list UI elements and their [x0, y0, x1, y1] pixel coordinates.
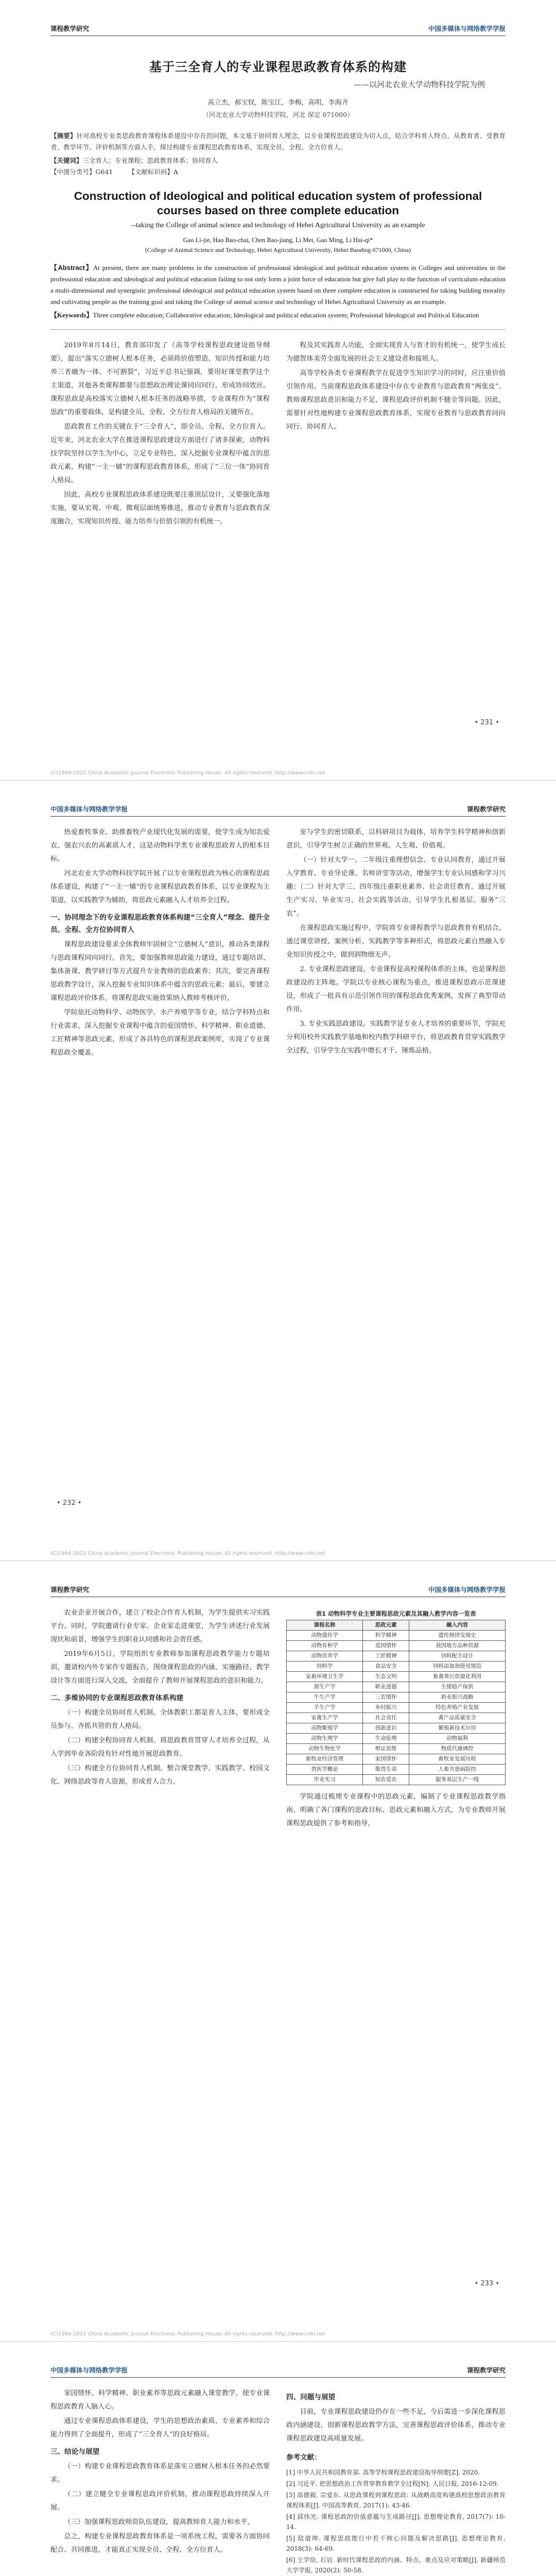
- paragraph: （二）构建全程协同育人机制。将思政教育贯穿人才培养全过程，从入学到毕业各阶段有针对性地开展思政教育。: [50, 1737, 270, 1758]
- table-cell: 爱国情怀: [363, 1641, 409, 1651]
- paragraph: 2. 专业课程思政建设。专业课程是高校课程体系的主体，也是课程思政建设的主阵地。学院以专业核心课程为重点，推进课程思政示范课建设，形成了一批具有示范引领作用的课程思政优秀案例，发挥了典型带动作用。: [286, 965, 506, 1013]
- paragraph: 2019年8月14日，教育部印发了《高等学校课程思政建设指导纲要》，提出“落实立德树人根本任务，必须将价值塑造、知识传授和能力培养三者融为一体、不可割裂”，习近平总书记强调，要用好课堂教学这个主渠道，其他各类课程都要与思想政治理论课同向同行，形成协同效应。课程思政是高校落实立德树人根本任务的战略举措，专业课程作为“课程思政”的重要载体，是构建全员、全程、全方位育人格局的关键所在。: [50, 342, 270, 416]
- table-header-row: [287, 1620, 506, 1631]
- paragraph: （二）建立健全专业课程思政评价机制，推动课程思政持续深入开展。: [50, 2490, 270, 2512]
- page-number: • 231 •: [474, 719, 499, 726]
- paragraph: 3. 专业实践思政建设。实践教学是专业人才培养的重要环节，学院充分利用校外实践教学基地和校内教学科研平台，将思政教育贯穿实践教学全过程，引导学生在实践中增长才干、锤炼品格。: [286, 1020, 506, 1055]
- paragraph: 热爱畜牧事业、助推畜牧产业现代化发展的需要，使学生成为知农爱农、强农兴农的高素质人才，这是动物科学类专业课程思政育人的根本目标。: [50, 828, 270, 863]
- paragraph: 思政教育工作的关键在于“三全育人”，即全员、全程、全方位育人。近年来，河北农业大学在推进课程思政建设方面进行了诸多探索，动物科技学院坚持以学生为中心，立足专业特色，深入挖掘专业课程中蕴含的思政元素，构建“一主一辅”的课程思政教育体系，形成了“三位一体”协同育人格局。: [50, 423, 270, 484]
- header-left: 中国多媒体与网络教学学报: [50, 805, 128, 813]
- table-row: [287, 1723, 506, 1734]
- table-cell: 乡村振兴: [363, 1703, 409, 1713]
- table-row: [287, 1775, 506, 1785]
- table-cell: 辩证思维: [363, 1744, 409, 1754]
- divider: [50, 329, 506, 330]
- table-cell: 职业道德: [363, 1682, 409, 1692]
- table-cell: 畜牧业发展历程: [409, 1754, 506, 1765]
- header-left: 课程教学研究: [50, 25, 90, 32]
- table-row: [287, 1651, 506, 1662]
- footer-watermark: (C)1994-2022 China Academic Journal Electronic Publishing House. All rights reserved. http://www.cnki.net: [50, 770, 325, 776]
- references-heading: 参考文献：: [286, 2453, 321, 2462]
- section-heading: 一、协同理念下的专业课程思政教育体系构建“三全育人”理念、提升全员、全程、全方位协同育人: [50, 913, 270, 934]
- page-3: [0, 1561, 556, 2342]
- paragraph: 目前，专业课程思政建设仍存在一些不足，今后需进一步深化课程思政内涵建设，创新课程思政教学方法，完善课程思政评价体系，推动专业课程思政建设高质量发展。: [286, 2408, 506, 2443]
- doc-code: 【文献标识码】A: [128, 168, 178, 176]
- keywords-label-en: 【Keywords】: [50, 311, 93, 319]
- column-left: [50, 339, 270, 530]
- abstract-en: [50, 262, 506, 308]
- table-cell: 动物生理学: [287, 1734, 363, 1744]
- paragraph: 农业企业开展合作，建立了校企合作育人机制，为学生提供实习实践平台。同时，学院邀请行业专家、企业家走进课堂，为学生讲述行业发展现状和前景，增强学生的职业认同感和社会责任感。: [50, 1609, 270, 1643]
- classification-cn: [50, 166, 506, 178]
- authors-cn: 高立杰，郝宝钗，陈宝江，李梅，高明，李海齐: [207, 99, 349, 107]
- table-cell: 动物生物化学: [287, 1744, 363, 1754]
- footer-watermark: (C)1994-2022 China Academic Journal Electronic Publishing House. All rights reserved. http://www.cnki.net: [50, 2331, 325, 2337]
- table-cell: 猪生产学: [287, 1682, 363, 1692]
- table-cell: 动物育种学: [287, 1641, 363, 1651]
- paragraph: （三）加强课程思政师资队伍建设，提高教师育人能力和水平。: [64, 2518, 254, 2526]
- table-body: [287, 1631, 506, 1785]
- table-cell: 知农爱农: [363, 1775, 409, 1785]
- table-cell: 物质代谢调控: [409, 1744, 506, 1754]
- table-cell: 家畜环境卫生学: [287, 1672, 363, 1682]
- table-row: [287, 1713, 506, 1723]
- running-header: [50, 2365, 506, 2378]
- table-cell: 生态文明: [363, 1672, 409, 1682]
- abstract-cn: [50, 130, 506, 153]
- table-row: [287, 1631, 506, 1641]
- abstract-text-en: At present, there are many problems in the construction of professional ideological and political education system in Colleges and universities in the professional education and ideological and political education failing to not only form a joint force of education but give full play to the function of curriculum education a multi-dimensional and synergistic professional ideological and political education system based on three complete education is constructed for taking building morality and cultivating people as the training goal and taking the College of animal science and technology of Hebei Agricultural University as an example.: [50, 264, 506, 306]
- body-columns: [50, 1606, 506, 1832]
- class-no: 【中图分类号】G641: [50, 168, 113, 176]
- footer-watermark: (C)1994-2022 China Academic Journal Electronic Publishing House. All rights reserved. http://www.cnki.net: [50, 1551, 325, 1556]
- table-row: [287, 1672, 506, 1682]
- table-cell: 科学精神: [363, 1631, 409, 1641]
- column-left: [50, 1606, 270, 1832]
- table-cell: 畜牧业经济管理: [287, 1754, 363, 1765]
- column-left: [50, 2387, 270, 2576]
- table-row: [287, 1703, 506, 1713]
- table-cell: 饲料学: [287, 1662, 363, 1672]
- table-row: [287, 1765, 506, 1775]
- column-right: [286, 826, 506, 1061]
- table-row: [287, 1692, 506, 1703]
- table-cell: 生命伦理: [363, 1734, 409, 1744]
- article-subtitle-cn: ——以河北农业大学动物科技学院为例: [353, 80, 485, 89]
- table-cell: 敬畏生命: [363, 1765, 409, 1775]
- header-right: 课程教学研究: [466, 2366, 506, 2374]
- table-row: [287, 1734, 506, 1744]
- table-row: [287, 1754, 506, 1765]
- reference-item: [3] 高德毅, 宗爱东. 从思政课程到课程思政: 从战略高度构建高校思想政治教育课程体系[J]. 中国高等教育, 2017(1): 43-46.: [286, 2492, 506, 2509]
- affiliation-en: (College of Animal Science and Technology, Hebei Agricultural University, Hebei Baoding 071000, China): [145, 246, 411, 253]
- paragraph: （一）构建专业课程思政教育体系是落实立德树人根本任务的必然要求。: [50, 2463, 270, 2484]
- table-cell: 遗传规律发现史: [409, 1631, 506, 1641]
- reference-item: [4] 邱伟光. 课程思政的价值意蕴与生成路径[J]. 思想理论教育, 2017(7): 10-14.: [286, 2513, 506, 2531]
- table-cell: 创新意识: [363, 1723, 409, 1734]
- column-right: [286, 1606, 506, 1832]
- table-row: [287, 1662, 506, 1672]
- table-cell: 特色养殖产业发展: [409, 1703, 506, 1713]
- keywords-text-en: Three complete education; Collaborative education; Ideological and political education system; Professional Ideological and Political Education: [93, 311, 479, 319]
- table-cell: 动物营养学: [287, 1651, 363, 1662]
- header-right: 中国多媒体与网络教学学报: [428, 1586, 506, 1594]
- table-row: [287, 1641, 506, 1651]
- page-number: • 232 •: [57, 1499, 82, 1507]
- abstract-label-en: 【Abstract】: [50, 264, 93, 272]
- table-cell: 奶业振兴战略: [409, 1692, 506, 1703]
- paragraph: 学院依托动物科学、动物医学、水产养殖学等专业，结合学科特点和行业需求，深入挖掘专业课程中蕴含的爱国情怀、科学精神、职业道德、工匠精神等思政元素，形成了各具特色的课程思政案例库，实现了专业课程思政全覆盖。: [50, 1009, 270, 1057]
- reference-item: [5] 陆道坤. 课程思政推行中若干核心问题及解决思路[J]. 思想理论教育, 2018(3): 64-69.: [286, 2535, 506, 2552]
- body-columns: [50, 2387, 506, 2576]
- paragraph: （三）构建全方位协同育人机制。整合课堂教学、实践教学、校园文化、网络思政等育人资源，形成育人合力。: [50, 1765, 270, 1786]
- abstract-label-cn: 【摘要】: [50, 132, 77, 140]
- keywords-en: [50, 310, 506, 321]
- table-cell: 人畜共患病防控: [409, 1765, 506, 1775]
- column-right: [286, 2387, 506, 2576]
- header-left: 课程教学研究: [50, 1586, 90, 1594]
- table-cell: 三农情怀: [363, 1692, 409, 1703]
- keywords-cn: [50, 155, 506, 166]
- paragraph: 程及其实践育人功能，全面实现育人与育才的有机统一，使学生成长为德智体美劳全面发展的社会主义建设者和接班人。: [286, 342, 506, 363]
- table-cell: 家禽生产学: [287, 1713, 363, 1723]
- section-heading: 二、多维协同的专业课程思政教育体系构建: [50, 1694, 184, 1702]
- course-table: [286, 1620, 506, 1785]
- body-columns: [50, 826, 506, 1061]
- table-header: 课程名称: [287, 1620, 363, 1631]
- table-cell: 社会责任: [363, 1713, 409, 1723]
- paragraph: 通过专业课程思政体系建设，学生的思想政治素质、专业素养和综合能力得到了全面提升，形成了“三全育人”的良好格局。: [50, 2417, 270, 2438]
- table-cell: 羊生产学: [287, 1703, 363, 1713]
- paragraph: 河北农业大学动物科技学院开展了以专业课程思政为核心的课程思政体系建设，构建了“一主一辅”的专业课程思政教育体系，以专业课程为主渠道，以实践教学为辅助，将思政元素融入人才培养全过程。: [50, 870, 270, 904]
- paragraph: 2019年6月5日，学院组织专业教师参加课程思政教学能力专题培训，邀请校内外专家作专题报告，围绕课程思政的内涵、实施路径、教学设计等方面进行深入交流，全面提升了教师开展课程思政的意识和能力。: [50, 1650, 270, 1685]
- table-cell: 服务基层生产一线: [409, 1775, 506, 1785]
- keywords-text-cn: 三全育人；专业课程；思政教育体系；协同育人: [82, 157, 218, 164]
- paragraph: 家国情怀、科学精神、职业素养等思政元素融入课堂教学，使专业课程思政教育入脑入心。: [50, 2389, 270, 2411]
- table-cell: 畜禽粪污资源化利用: [409, 1672, 506, 1682]
- table-cell: 饲料配方设计: [409, 1651, 506, 1662]
- page-2: [0, 781, 556, 1561]
- paragraph: 室与学生的密切联系，以科研项目为载体，培养学生科学精神和创新意识，引导学生树立正确的世界观、人生观、价值观。: [286, 828, 506, 850]
- table-cell: 生猪稳产保供: [409, 1682, 506, 1692]
- table-cell: 动物繁殖学: [287, 1723, 363, 1734]
- article-subtitle-en: --taking the College of animal science and technology of Hebei Agricultural University as an example: [131, 222, 425, 229]
- page-number: • 233 •: [474, 2280, 499, 2287]
- table-cell: 家国情怀: [363, 1754, 409, 1765]
- reference-item: [2] 习近平. 把思想政治工作贯穿教育教学全过程[N]. 人民日报, 2016-12-09.: [286, 2480, 499, 2487]
- table-cell: 繁殖新技术应用: [409, 1723, 506, 1734]
- table-cell: 动物遗传学: [287, 1631, 363, 1641]
- running-header: [50, 804, 506, 817]
- paragraph: 因此，高校专业课程思政体系建设既要注重顶层设计，又要强化落地实施，要从宏观、中观、微观层面统筹推进，推动专业教育与思政教育深度融合，实现知识传授、能力培养与价值引领的有机统一。: [50, 491, 270, 526]
- table-row: [287, 1744, 506, 1754]
- paragraph: 总之，构建专业课程思政教育体系是一项系统工程，需要各方面协同配合、共同推进，才能真正实现全员、全程、全方位育人。: [50, 2533, 270, 2554]
- table-row: [287, 1682, 506, 1692]
- abstract-text-cn: 针对高校专业类思政教育课程体系建设中存在的问题，本文基于协同育人理念，以专业课程思政建设为切入点，结合学科育人特点，从教育者、受教育者、教学环节、评价机制等方面入手，探讨构建专业课程思政教育体系，实现全员、全程、全方位育人。: [50, 132, 506, 151]
- paragraph: 学院通过梳理专业课程中的思政元素，编制了专业课程思政教学指南，明确了各门课程的思政目标、思政元素和融入方式，为专业教师开展课程思政提供了参考和指导。: [286, 1793, 506, 1827]
- header-right: 中国多媒体与网络教学学报: [428, 25, 506, 32]
- table-cell: 毕业实习: [287, 1775, 363, 1785]
- column-right: [286, 339, 506, 530]
- table-cell: 禽产品质量安全: [409, 1713, 506, 1723]
- affiliation-cn: （河北农业大学动物科技学院，河北 保定 071000）: [202, 111, 354, 118]
- table-header: 思政元素: [363, 1620, 409, 1631]
- body-columns: [50, 339, 506, 530]
- table-cell: 我国地方品种资源: [409, 1641, 506, 1651]
- table-cell: 食品安全: [363, 1662, 409, 1672]
- article-title-en: Construction of Ideological and political education system of professional courses based on three complete education: [74, 190, 482, 217]
- reference-item: [1] 中华人民共和国教育部. 高等学校课程思政建设指导纲要[Z]. 2020.: [286, 2469, 480, 2476]
- section-heading: 四、问题与展望: [286, 2393, 336, 2401]
- header-right: 课程教学研究: [466, 805, 506, 813]
- authors-en: Gao Li-jie, Hao Bao-chai, Chen Bao-jiang, Li Mei, Gao Ming, Li Hai-qi*: [183, 236, 373, 244]
- paragraph: 课程思政建设要求全体教师牢固树立“立德树人”意识，推动各类课程与思政课程同向同行。首先，要加强教师思政能力建设，通过专题培训、集体备课、教学研讨等方式提升专业教师的思政素养；其次，要完善课程思政教学设计，深入挖掘专业知识体系中蕴含的思政元素；最后，要建立课程思政评价体系，将课程思政实施效果纳入教师考核评价。: [50, 941, 270, 1002]
- paragraph: （一）针对大学一、二年级注重理想信念、专业认同教育，通过开展入学教育、专业导论课、名师讲堂等活动，增强学生专业认同感和学习兴趣；（二）针对大学三、四年级注重职业素养、社会责任教育，通过开展生产实习、毕业实习、社会实践等活动，引导学生扎根基层、服务“三农”。: [286, 856, 506, 918]
- paragraph: 在课程思政实施过程中，学院将专业课程教学与思政教育有机结合，通过课堂讲授、案例分析、实践教学等多种形式，将思政元素自然融入专业知识传授之中，做到润物细无声。: [286, 924, 506, 959]
- paragraph: 高等学校各类专业课程教学在促进学生知识学习的同时，应注重价值引领作用。当前课程思政体系建设中存在专业教育与思政教育“两张皮”、教师课程思政意识和能力不足、课程思政评价机制不健全等问题。因此，需要针对性地构建专业课程思政教育体系，实现专业教育与思政教育同向同行、协同育人。: [286, 369, 506, 431]
- page-1: [0, 0, 556, 781]
- column-left: [50, 826, 270, 1061]
- header-left: 中国多媒体与网络教学学报: [50, 2366, 128, 2374]
- table-title: 表1 动物科学专业主要课程思政元素及其融入教学内容一览表: [316, 1610, 476, 1617]
- table-cell: 动物福利: [409, 1734, 506, 1744]
- table-cell: 牛生产学: [287, 1692, 363, 1703]
- reference-item: [6] 王学俭, 石岩. 新时代课程思政的内涵、特点、难点及应对策略[J]. 新疆师范大学学报, 2020(2): 50-58.: [286, 2556, 506, 2574]
- section-heading: 三、结论与展望: [50, 2448, 100, 2456]
- running-header: [50, 1585, 506, 1597]
- page-4: [0, 2342, 556, 2576]
- table-header: 融入内容: [409, 1620, 506, 1631]
- keywords-label-cn: 【关键词】: [50, 157, 83, 164]
- article-title-cn: 基于三全育人的专业课程思政教育体系的构建: [149, 60, 407, 74]
- table-cell: 饲料添加剂使用规范: [409, 1662, 506, 1672]
- table-cell: 工匠精神: [363, 1651, 409, 1662]
- running-header: [50, 24, 506, 36]
- paragraph: （一）构建全员协同育人机制。全体教职工都是育人主体，要形成全员参与、齐抓共管的育人格局。: [50, 1709, 270, 1730]
- table-cell: 兽医学概论: [287, 1765, 363, 1775]
